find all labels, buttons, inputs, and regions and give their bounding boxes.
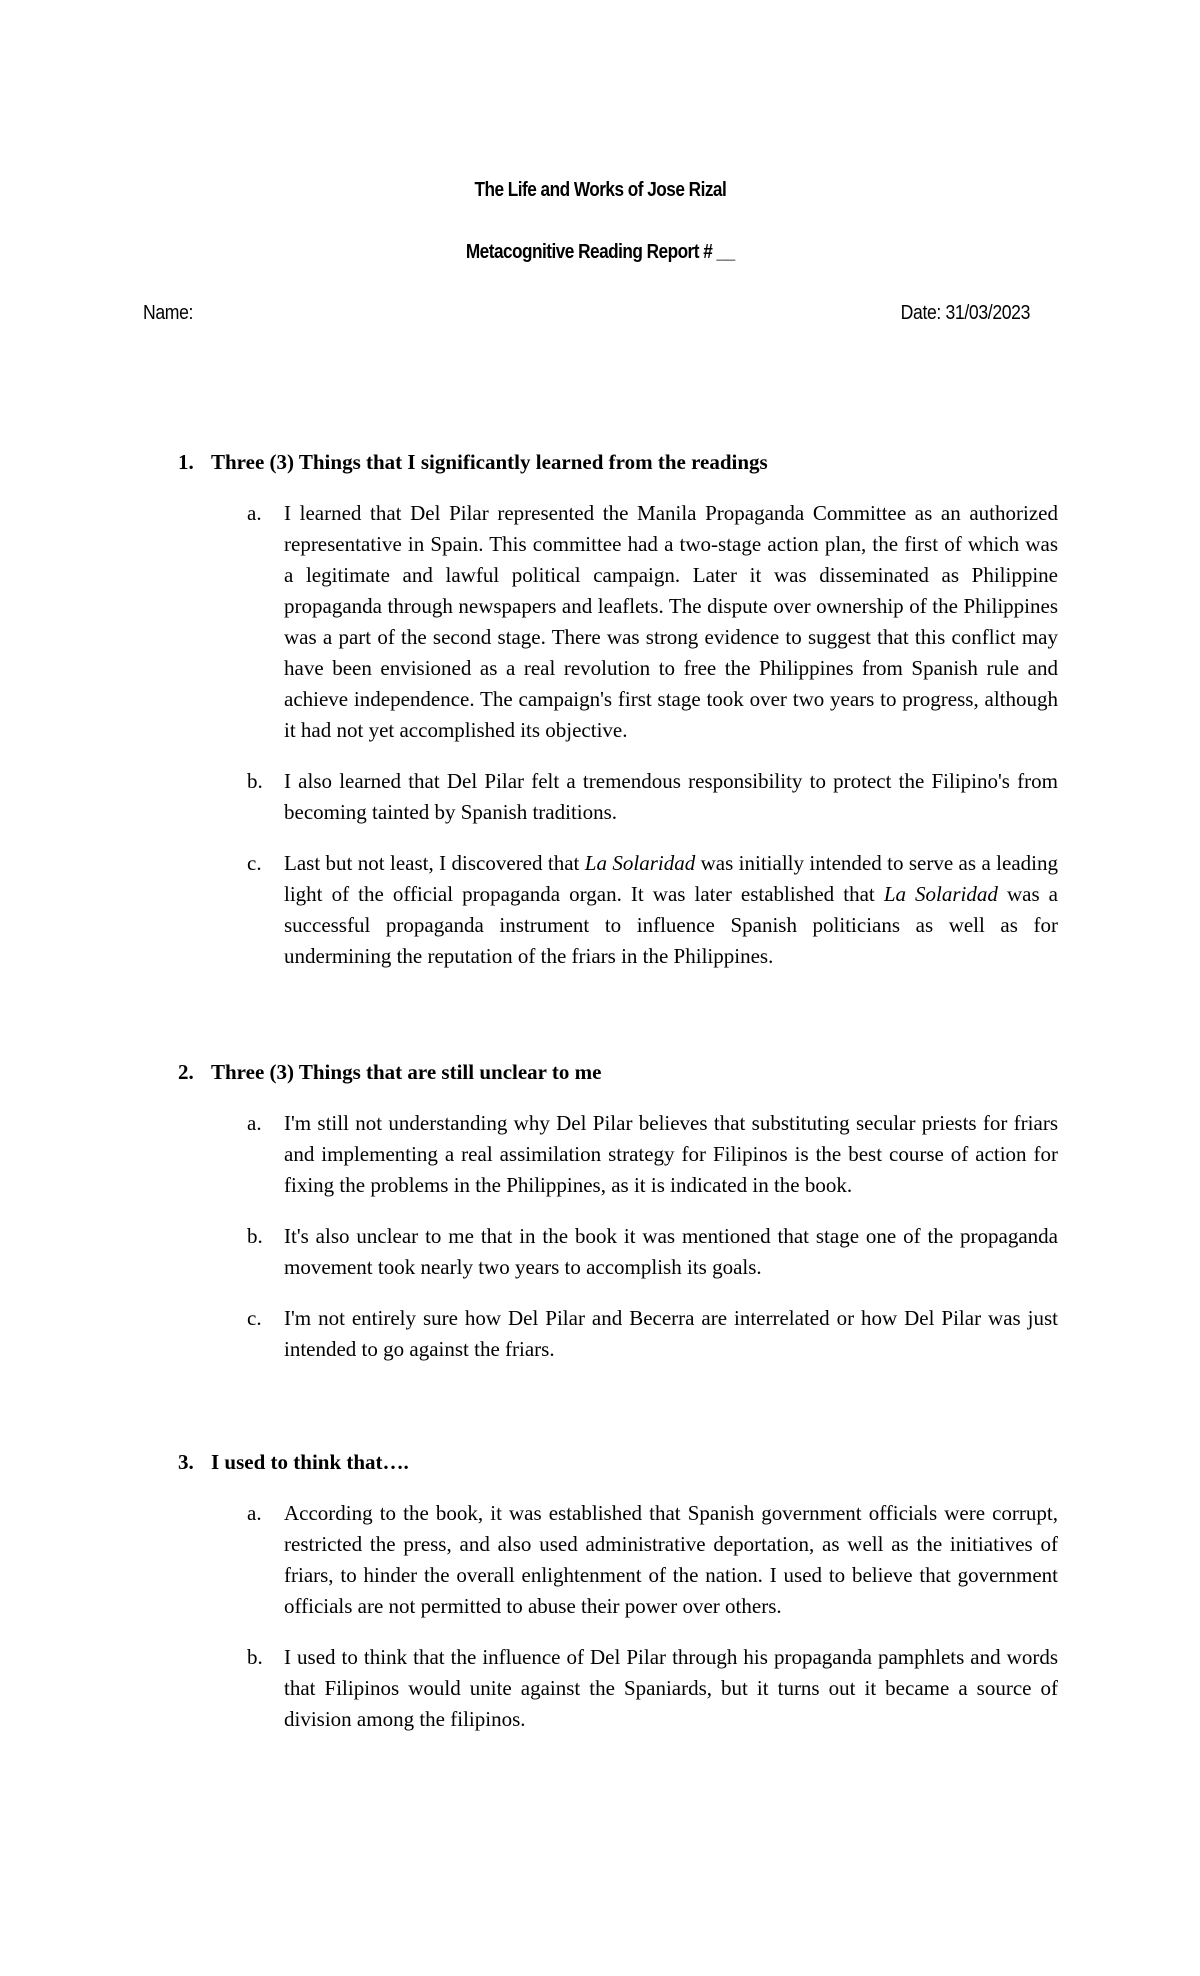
document-title-text: The Life and Works of Jose Rizal [474,179,726,201]
section-heading [0,1057,1200,1088]
item-text: It's also unclear to me that in the book it was mentioned that stage one of the propaganda movement took nearly two years to accomplish its goals. [284,1224,1058,1279]
section-heading [0,447,1200,478]
section-unclear [0,1057,1200,1365]
section-title: Three (3) Things that I significantly learned from the readings [211,450,768,474]
text-segment: was a successful propaganda instrument to influence Spanish politicians as well as for undermining the reputation of the friars in the Philippines. [284,882,1059,968]
name-field [143,300,200,326]
list-item [0,1642,1200,1735]
publication-title: La Solaridad [584,851,696,875]
list-item [0,1303,1200,1365]
item-text: According to the book, it was established that Spanish government officials were corrupt, restricted the press, and also used administrative deportation, as well as the initiatives of friars, to hinder the overall enlightenment of the nation. I used to believe that government officials are not permitted to abuse their power over others. [284,1501,1058,1618]
section-title: I used to think that…. [211,1450,409,1474]
item-text: I'm not entirely sure how Del Pilar and Becerra are interrelated or how Del Pilar was just intended to go against the friars. [284,1306,1058,1361]
item-label: b. [247,769,263,793]
item-label: b. [247,1645,263,1669]
date-label: Date: 31/03/2023 [900,302,1030,324]
item-text: I also learned that Del Pilar felt a tremendous responsibility to protect the Filipino's from becoming tainted by Spanish traditions. [284,769,1058,824]
section-heading [0,1447,1200,1478]
section-number: 3. [178,1450,194,1474]
item-text [284,848,1058,972]
section-learned [0,447,1200,972]
publication-title: La Solaridad [883,882,998,906]
item-label: a. [247,1501,262,1525]
item-label: c. [247,851,262,875]
text-segment: Last but not least, I discovered that [284,851,585,875]
list-item [0,1108,1200,1201]
section-title: Three (3) Things that are still unclear to me [211,1060,602,1084]
list-item [0,498,1200,746]
item-text: I'm still not understanding why Del Pilar believes that substituting secular priests for friars and implementing a real assimilation strategy for Filipinos is the best course of action for fixing the problems in the Philippines, as it is indicated in the book. [284,1111,1058,1197]
list-item [0,1221,1200,1283]
section-used-to-think [0,1447,1200,1735]
document-subtitle [0,239,1200,265]
item-label: a. [247,1111,262,1135]
name-label: Name: [143,302,194,324]
section-number: 2. [178,1060,194,1084]
item-label: c. [247,1306,262,1330]
date-field [883,300,1030,326]
list-item [0,1498,1200,1622]
item-text: I learned that Del Pilar represented the Manila Propaganda Committee as an authorized representative in Spain. This committee had a two-stage action plan, the first of which was a legitimate and lawful political campaign. Later it was disseminated as Philippine propaganda through newspapers and leaflets. The dispute over ownership of the Philippines was a part of the second stage. There was strong evidence to suggest that this conflict may have been envisioned as a real revolution to free the Philippines from Spanish rule and achieve independence. The campaign's first stage took over two years to progress, although it had not yet accomplished its objective. [284,501,1058,742]
report-number-text: Metacognitive Reading Report # __ [465,241,735,263]
text-segment: was initially intended to serve as a leading light of the official propaganda organ. It was later established that [284,851,1058,906]
section-number: 1. [178,450,194,474]
list-item [0,766,1200,828]
item-label: b. [247,1224,263,1248]
list-item [0,848,1200,972]
item-text: I used to think that the influence of Del Pilar through his propaganda pamphlets and words that Filipinos would unite against the Spaniards, but it turns out it became a source of division among the filipinos. [284,1645,1058,1731]
document-title [0,177,1200,203]
item-label: a. [247,501,262,525]
